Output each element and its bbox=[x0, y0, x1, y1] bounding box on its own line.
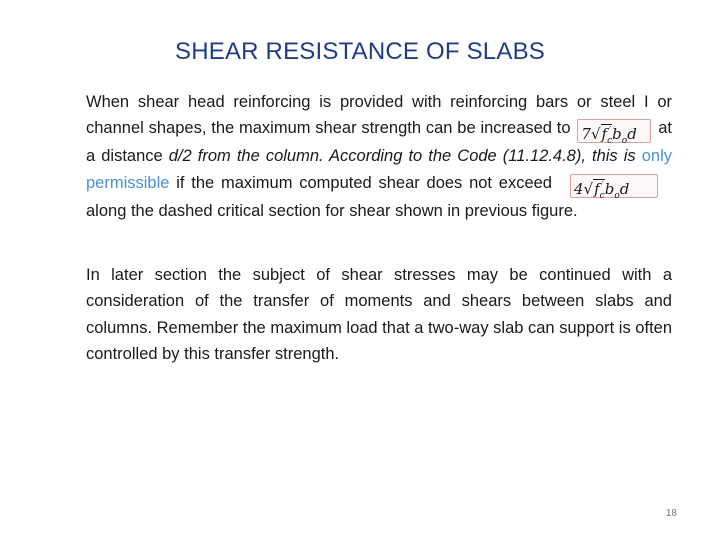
paragraph-shear-strength bbox=[86, 89, 672, 224]
formula2-coef: 4 bbox=[574, 179, 584, 198]
sqrt-symbol: √ bbox=[590, 125, 601, 144]
formula1-radicand: $f_c'$ bbox=[601, 125, 613, 147]
formula2-radicand: $f_c'$ bbox=[594, 179, 605, 201]
para1-text-3-italic: d/2 from the column. According to the Code (11.12.4.8), this is bbox=[168, 147, 636, 166]
only-permissible-text: only permissible bbox=[86, 147, 672, 192]
paragraph-transfer-moments: In later section the subject of shear stresses may be continued with a consideration of the transfer of moments and shears between slabs and columns. Remember the maximum load that a two-way slab can support is often controlled by this transfer strength. bbox=[86, 266, 673, 363]
slide-title: SHEAR RESISTANCE OF SLABS bbox=[175, 38, 545, 65]
para1-text-6: along the dashed critical section for shear shown in previous figure. bbox=[86, 201, 578, 220]
page-number: 18 bbox=[665, 508, 677, 519]
formula-7-sqrt-fc-bo-d: $7√f_c'b_od$ bbox=[577, 119, 651, 143]
sqrt-symbol: √ bbox=[583, 179, 594, 198]
para1-text-2: at a distance bbox=[86, 119, 672, 166]
formula1-coef: 7 bbox=[581, 125, 591, 144]
formula-4-sqrt-fc-bo-d: $4√f_c'b_od$ bbox=[570, 174, 658, 198]
para1-text-1: When shear head reinforcing is provided with reinforcing bars or steel I or channel shapes, the maximum shear strength can be increased to bbox=[86, 93, 672, 138]
para1-text-5: if the maximum computed shear does not exceed bbox=[176, 173, 552, 192]
